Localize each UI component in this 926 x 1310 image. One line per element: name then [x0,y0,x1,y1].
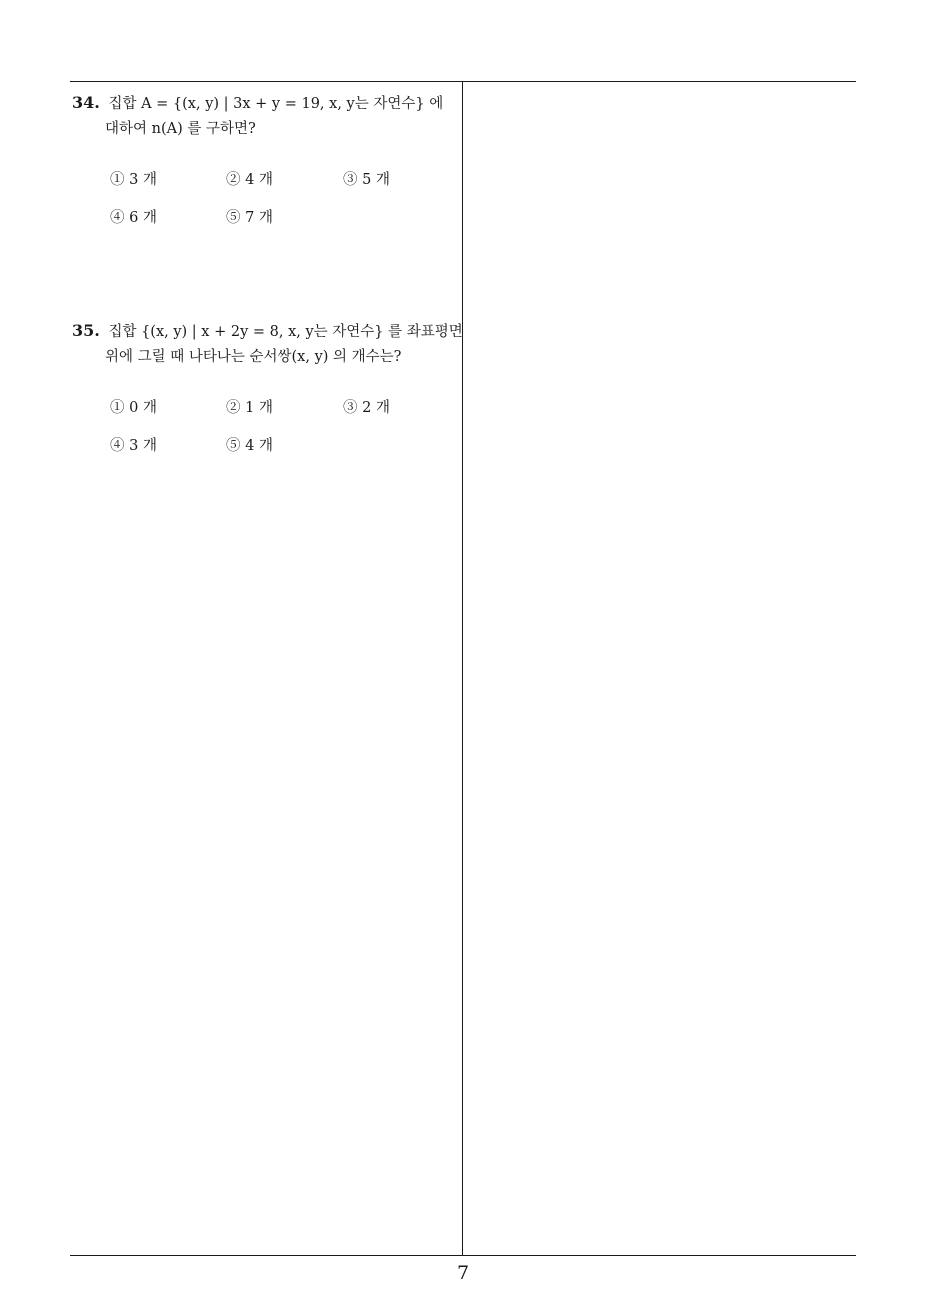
choice-3[interactable]: ③ 2 개 [343,400,390,416]
question-text-line1: 집합 A = {(x, y) | 3x + y = 19, x, y는 자연수} 에 [108,96,444,112]
choice-1[interactable]: ① 3 개 [110,172,157,188]
question-number: 35. [72,321,100,340]
question-35 [72,321,462,367]
question-34 [72,93,462,139]
question-text-line2: 위에 그릴 때 나타나는 순서쌍(x, y) 의 개수는? [105,349,402,365]
choice-2[interactable]: ② 1 개 [226,400,273,416]
question-text-line2: 대하여 n(A) 를 구하면? [105,121,256,137]
choice-3[interactable]: ③ 5 개 [343,172,390,188]
question-number: 34. [72,93,100,112]
choice-4[interactable]: ④ 3 개 [110,438,157,454]
page-number: 7 [456,1262,470,1284]
choice-2[interactable]: ② 4 개 [226,172,273,188]
choice-5[interactable]: ⑤ 4 개 [226,438,273,454]
choice-1[interactable]: ① 0 개 [110,400,157,416]
choice-4[interactable]: ④ 6 개 [110,210,157,226]
question-text-line1: 집합 {(x, y) | x + 2y = 8, x, y는 자연수} 를 좌표평면 [108,324,463,340]
bottom-rule [70,1255,856,1256]
choice-5[interactable]: ⑤ 7 개 [226,210,273,226]
top-rule [70,81,856,82]
column-divider [462,82,463,1256]
